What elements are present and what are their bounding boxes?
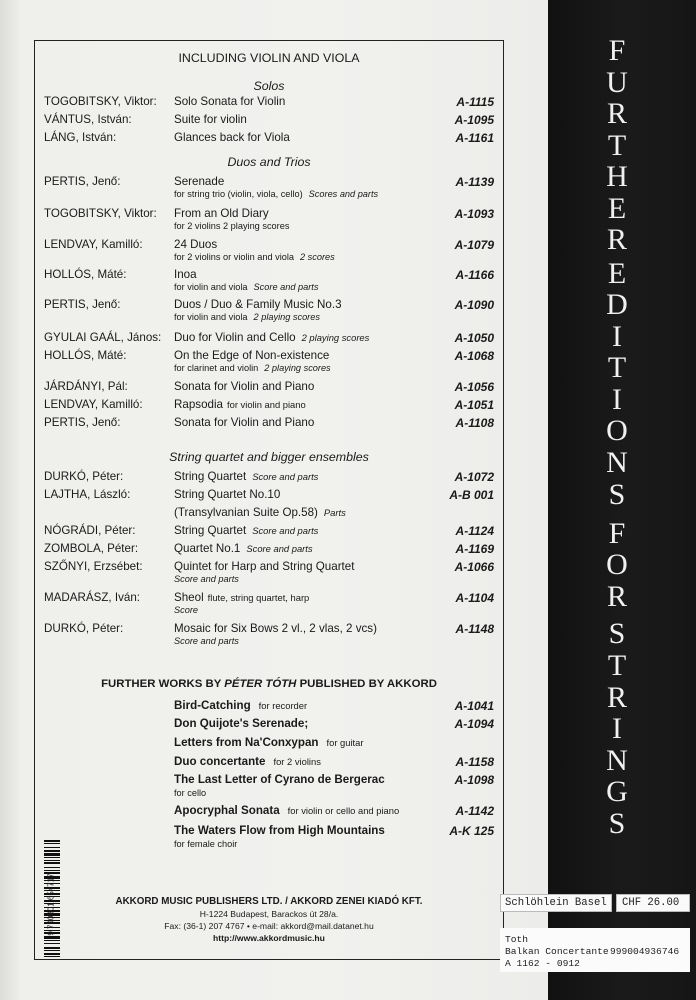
publisher-address: H-1224 Budapest, Barackos út 28/a. (199, 909, 339, 919)
catalog-code: A-1115 (456, 95, 494, 109)
work-title: Sonata for Violin and Piano (174, 380, 315, 393)
page-heading: INCLUDING VIOLIN AND VIOLA (178, 51, 360, 65)
catalog-code: A-1098 (454, 773, 494, 787)
catalog-code: A-1056 (454, 380, 494, 394)
toth-work-name: The Last Letter of Cyrano de Bergerac (174, 773, 385, 786)
further-works-heading (34, 677, 504, 691)
toth-work-title (174, 699, 307, 713)
composer-name: HOLLÓS, Máté: (44, 349, 127, 362)
work-subtitle: for violin and viola Score and parts (174, 282, 319, 292)
sticker-catalog: A 1162 - 0912 (505, 958, 580, 969)
toth-work-name: Duo concertante (174, 755, 266, 768)
toth-work-title (174, 804, 399, 818)
side-letter: I (612, 383, 622, 416)
composer-name: LENDVAY, Kamilló: (44, 238, 143, 251)
composer-name: TOGOBITSKY, Viktor: (44, 207, 157, 220)
work-subtitle: for 2 violins 2 playing scores (174, 221, 290, 231)
section-solos: Solos (253, 79, 285, 93)
toth-work-name: Apocryphal Sonata (174, 804, 280, 817)
work-note: Scores and parts (308, 189, 379, 199)
side-letter: H (606, 160, 628, 193)
toth-work-subtitle: for female choir (174, 839, 238, 849)
work-note: Score and parts (252, 471, 319, 482)
work-note: 2 scores (300, 252, 335, 262)
work-title: String Quartet Score and parts (174, 470, 319, 483)
composer-name: HOLLÓS, Máté: (44, 268, 127, 281)
toth-work-note: for 2 violins (273, 756, 321, 767)
sticker-shop: Schlöhlein Basel (505, 897, 607, 909)
composer-name: PERTIS, Jenő: (44, 298, 121, 311)
side-letter: E (607, 192, 627, 225)
side-letter: T (607, 649, 627, 682)
work-instrumentation: flute, string quartet, harp (207, 592, 310, 603)
side-letter: S (608, 807, 626, 840)
catalog-code: A-1158 (455, 755, 494, 769)
side-letter: F (608, 34, 626, 67)
work-title: (Transylvanian Suite Op.58) Parts (174, 506, 346, 519)
side-letter: S (608, 617, 626, 650)
catalog-code: A-1094 (454, 717, 494, 731)
publisher-web: http://www.akkordmusic.hu (213, 933, 325, 943)
side-letter: T (607, 351, 627, 384)
composer-name: TOGOBITSKY, Viktor: (44, 95, 157, 108)
work-title: Suite for violin (174, 113, 247, 126)
side-letter: I (612, 712, 622, 745)
catalog-code: A-1142 (455, 804, 494, 818)
catalog-code: A-1124 (455, 524, 494, 538)
work-title: Serenade (174, 175, 225, 188)
composer-name: JÁRDÁNYI, Pál: (44, 380, 128, 393)
section-duos: Duos and Trios (227, 155, 311, 169)
toth-work-name: The Waters Flow from High Mountains (174, 824, 385, 837)
composer-name: LAJTHA, László: (44, 488, 131, 501)
toth-work-title (174, 755, 321, 769)
composer-name: LÁNG, István: (44, 131, 117, 144)
work-note: Score and parts (253, 282, 319, 292)
work-title: Inoa (174, 268, 197, 281)
work-note: 2 playing scores (253, 312, 320, 322)
side-letter: D (606, 288, 628, 321)
work-subtitle: for violin and viola 2 playing scores (174, 312, 320, 322)
toth-work-title (174, 824, 385, 838)
catalog-code: A-1166 (455, 268, 494, 282)
sticker-number: 999004936746 (610, 946, 680, 957)
publisher-contact: Fax: (36-1) 207 4767 • e-mail: akkord@mail.datanet.hu (164, 921, 374, 931)
work-subtitle: for clarinet and violin 2 playing scores (174, 363, 331, 373)
composer-name: LENDVAY, Kamilló: (44, 398, 143, 411)
side-letter: U (606, 66, 628, 99)
work-title: Sheol flute, string quartet, harp (174, 591, 310, 604)
section-quartet: String quartet and bigger ensembles (169, 450, 369, 464)
work-subtitle: Score and parts (174, 636, 239, 646)
composer-name: DURKÓ, Péter: (44, 470, 124, 483)
side-letter: R (606, 681, 628, 714)
side-letter: T (607, 129, 627, 162)
catalog-code: A-B 001 (449, 488, 494, 502)
sticker-composer: Toth (505, 934, 529, 945)
catalog-code: A-1139 (455, 175, 494, 189)
toth-work-name: Don Quijote's Serenade; (174, 717, 309, 730)
catalog-code: A-K 125 (449, 824, 494, 838)
composer-name: NÓGRÁDI, Péter: (44, 524, 136, 537)
catalog-code: A-1066 (454, 560, 494, 574)
side-letter: O (606, 414, 628, 447)
work-note: 2 playing scores (301, 332, 370, 343)
work-title: From an Old Diary (174, 207, 269, 220)
price-sticker (500, 894, 690, 976)
side-letter: E (607, 257, 627, 290)
work-title: Solo Sonata for Violin (174, 95, 286, 108)
sticker-title: Balkan Concertante (505, 946, 609, 957)
toth-work-title (174, 773, 385, 787)
catalog-code: A-1050 (454, 331, 494, 345)
work-subtitle: for 2 violins or violin and viola 2 scores (174, 252, 335, 262)
work-title: String Quartet Score and parts (174, 524, 319, 537)
work-title: Rapsodia for violin and piano (174, 398, 306, 411)
side-letter: O (606, 548, 628, 581)
work-note: Parts (323, 507, 346, 518)
work-note: 2 playing scores (264, 363, 331, 373)
toth-work-subtitle: for cello (174, 788, 207, 798)
sticker-price: CHF 26.00 (622, 897, 680, 909)
work-title: Duo for Violin and Cello 2 playing scores (174, 331, 370, 344)
catalog-code: A-1148 (455, 622, 494, 636)
work-title: String Quartet No.10 (174, 488, 281, 501)
side-letter: F (608, 517, 626, 550)
barcode-number: 9 790801 654717 (46, 873, 56, 936)
toth-work-title (174, 717, 308, 731)
work-title: 24 Duos (174, 238, 218, 251)
composer-name: PERTIS, Jenő: (44, 416, 121, 429)
catalog-code: A-1072 (454, 470, 494, 484)
further-composer: PÉTER TÓTH (224, 678, 297, 690)
side-letter: R (606, 97, 628, 130)
catalog-code: A-1108 (455, 416, 494, 430)
catalog-code: A-1068 (454, 349, 494, 363)
composer-name: VÁNTUS, István: (44, 113, 132, 126)
work-title: Quintet for Harp and String Quartet (174, 560, 355, 573)
catalog-code: A-1041 (454, 699, 494, 713)
catalog-code: A-1161 (455, 131, 494, 145)
work-title: Glances back for Viola (174, 131, 290, 144)
side-letter: R (606, 580, 628, 613)
composer-name: PERTIS, Jenő: (44, 175, 121, 188)
toth-work-note: for violin or cello and piano (287, 805, 400, 816)
work-title: Duos / Duo & Family Music No.3 (174, 298, 342, 311)
work-subtitle: Score (174, 605, 199, 615)
composer-name: DURKÓ, Péter: (44, 622, 124, 635)
composer-name: MADARÁSZ, Iván: (44, 591, 140, 604)
toth-work-note: for recorder (258, 700, 308, 711)
side-letter: N (606, 744, 628, 777)
publisher-name: AKKORD MUSIC PUBLISHERS LTD. / AKKORD ZENEI KIADÓ KFT. (115, 896, 423, 907)
catalog-code: A-1104 (455, 591, 494, 605)
further-prefix: FURTHER WORKS BY (101, 678, 225, 690)
catalog-code: A-1079 (454, 238, 494, 252)
work-subtitle: for string trio (violin, viola, cello) Scores and parts (174, 189, 379, 199)
toth-work-name: Bird-Catching (174, 699, 251, 712)
side-letter: I (612, 320, 622, 353)
work-note: Score and parts (252, 525, 319, 536)
work-title: Mosaic for Six Bows 2 vl., 2 vlas, 2 vcs) (174, 622, 377, 635)
catalog-code: A-1095 (454, 113, 494, 127)
side-letter: R (606, 223, 628, 256)
work-note: Score and parts (246, 543, 313, 554)
catalog-code: A-1169 (455, 542, 494, 556)
composer-name: ZOMBOLA, Péter: (44, 542, 139, 555)
further-suffix: PUBLISHED BY AKKORD (296, 678, 437, 690)
side-letter: G (606, 775, 628, 808)
catalog-code: A-1051 (454, 398, 494, 412)
side-letter: S (608, 478, 626, 511)
composer-name: GYULAI GAÁL, János: (44, 331, 162, 344)
work-instrumentation: for violin and piano (227, 399, 306, 410)
side-letter: N (606, 446, 628, 479)
toth-work-title (174, 736, 364, 750)
toth-work-name: Letters from Na'Conxypan (174, 736, 319, 749)
catalog-code: A-1093 (454, 207, 494, 221)
work-title: On the Edge of Non-existence (174, 349, 330, 362)
composer-name: SZŐNYI, Erzsébet: (44, 560, 143, 573)
toth-work-note: for guitar (326, 737, 364, 748)
catalog-code: A-1090 (454, 298, 494, 312)
work-title: Sonata for Violin and Piano (174, 416, 315, 429)
work-subtitle: Score and parts (174, 574, 239, 584)
work-title: Quartet No.1 Score and parts (174, 542, 313, 555)
